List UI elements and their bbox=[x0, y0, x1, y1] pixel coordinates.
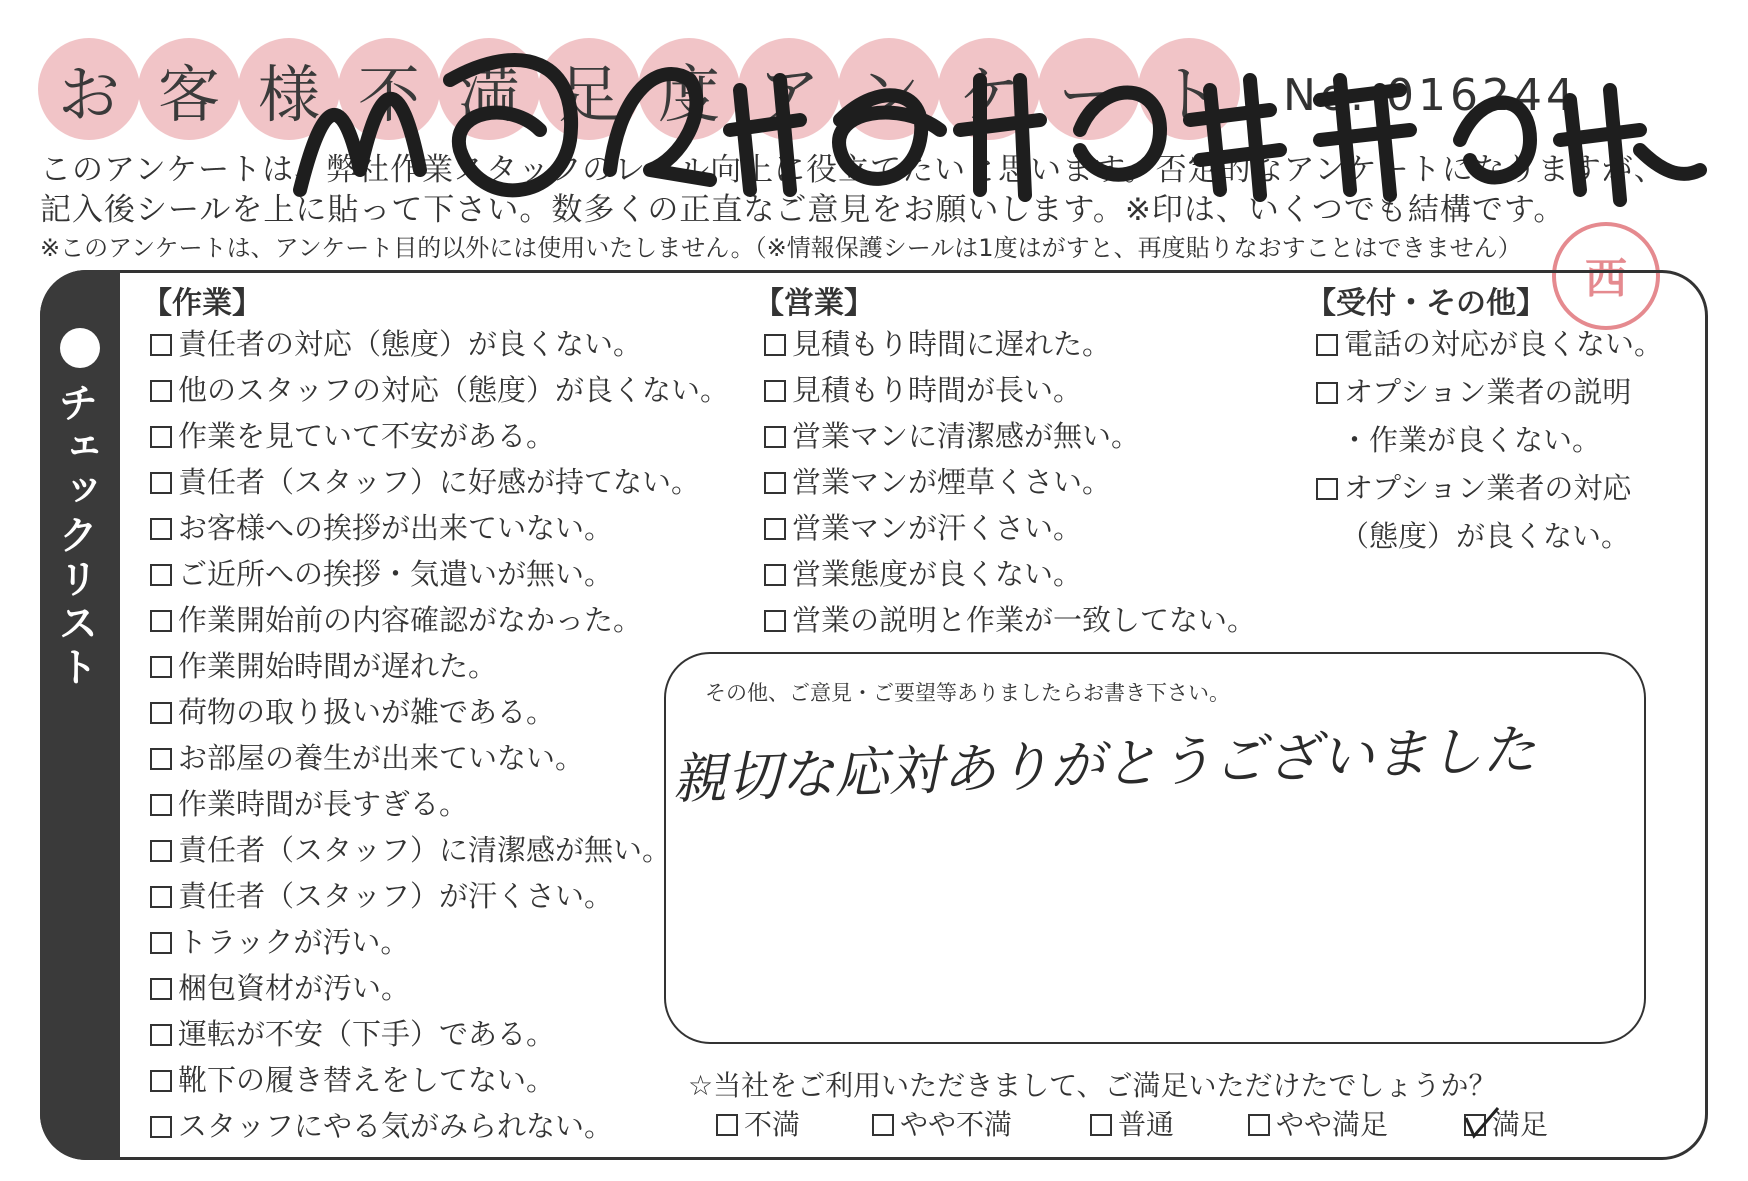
satisfaction-option[interactable] bbox=[716, 1103, 800, 1143]
checkbox-icon[interactable] bbox=[150, 978, 172, 1000]
checkbox-icon[interactable] bbox=[764, 472, 786, 494]
option-label: やや満足 bbox=[1276, 1108, 1389, 1141]
checkbox-icon[interactable] bbox=[150, 932, 172, 954]
checklist-item[interactable] bbox=[150, 690, 555, 731]
item-label: 作業開始時間が遅れた。 bbox=[178, 649, 498, 683]
checkbox-icon[interactable] bbox=[150, 610, 172, 632]
title-char: 不 bbox=[338, 38, 440, 140]
checklist-item[interactable] bbox=[150, 966, 410, 1007]
checklist-item[interactable] bbox=[150, 782, 468, 823]
item-label: お部屋の養生が出来ていない。 bbox=[178, 741, 585, 775]
checklist-item[interactable] bbox=[150, 644, 497, 685]
checkbox-icon[interactable] bbox=[150, 426, 172, 448]
checklist-item[interactable] bbox=[764, 506, 1082, 547]
item-label: 他のスタッフの対応（態度）が良くない。 bbox=[178, 373, 730, 407]
checklist-item[interactable] bbox=[764, 552, 1082, 593]
checked-checkbox-icon[interactable] bbox=[1464, 1114, 1486, 1136]
checklist-item[interactable] bbox=[150, 920, 409, 961]
item-label: 荷物の取り扱いが雑である。 bbox=[178, 695, 556, 729]
satisfaction-option[interactable] bbox=[1248, 1103, 1388, 1143]
satisfaction-question: ☆当社をご利用いただきまして、ご満足いただけたでしょうか？ bbox=[688, 1069, 1497, 1102]
item-label: 営業態度が良くない。 bbox=[792, 557, 1083, 591]
checklist-item[interactable] bbox=[150, 874, 613, 915]
option-label: やや不満 bbox=[900, 1108, 1013, 1141]
title-char: 満 bbox=[438, 38, 540, 140]
item-label: 営業の説明と作業が一致してない。 bbox=[792, 603, 1257, 637]
title-char: ア bbox=[738, 38, 840, 140]
checkbox-icon[interactable] bbox=[150, 794, 172, 816]
comment-prompt: その他、ご意見・ご要望等ありましたらお書き下さい。 bbox=[705, 681, 1230, 705]
handwritten-comment: 親切な応対ありがとうございました bbox=[671, 717, 1537, 812]
checkbox-icon[interactable] bbox=[150, 702, 172, 724]
item-label: 責任者の対応（態度）が良くない。 bbox=[178, 327, 643, 361]
checkbox-icon[interactable] bbox=[150, 748, 172, 770]
option-label: 普通 bbox=[1118, 1108, 1175, 1141]
reception-heading: 【受付・その他】 bbox=[1306, 286, 1546, 321]
sales-heading: 【営業】 bbox=[754, 286, 874, 321]
item-label: 営業マンに清潔感が無い。 bbox=[792, 419, 1141, 453]
checklist-item[interactable] bbox=[764, 322, 1111, 363]
checklist-item[interactable] bbox=[150, 506, 613, 547]
checklist-item[interactable] bbox=[150, 552, 613, 593]
item-label: 梱包資材が汚い。 bbox=[178, 971, 411, 1005]
item-label: 作業を見ていて不安がある。 bbox=[178, 419, 556, 453]
title-char: ン bbox=[838, 38, 940, 140]
work-heading: 【作業】 bbox=[142, 286, 262, 321]
item-label: オプション業者の説明 bbox=[1344, 375, 1632, 409]
checkbox-icon[interactable] bbox=[1248, 1114, 1270, 1136]
checkbox-icon[interactable] bbox=[764, 426, 786, 448]
checkbox-icon[interactable] bbox=[150, 886, 172, 908]
bullet-icon bbox=[60, 328, 100, 368]
title-char: 足 bbox=[538, 38, 640, 140]
checkbox-icon[interactable] bbox=[1090, 1114, 1112, 1136]
intro-line-2: 記入後シールを上に貼って下さい。数多くの正直なご意見をお願いします。※印は、いくつでも結構です。 bbox=[40, 192, 1566, 228]
checklist-item[interactable] bbox=[1316, 322, 1663, 363]
item-label-continued: （態度）が良くない。 bbox=[1340, 519, 1631, 553]
satisfaction-option[interactable] bbox=[872, 1103, 1012, 1143]
checkbox-icon[interactable] bbox=[150, 1116, 172, 1138]
item-label: 責任者（スタッフ）に好感が持てない。 bbox=[178, 465, 701, 499]
checkbox-icon[interactable] bbox=[150, 1070, 172, 1092]
title-char: 客 bbox=[138, 38, 240, 140]
item-label: トラックが汚い。 bbox=[178, 925, 410, 959]
checklist-item[interactable] bbox=[150, 460, 700, 501]
checkbox-icon[interactable] bbox=[1316, 334, 1338, 356]
checkbox-icon[interactable] bbox=[150, 380, 172, 402]
title-char: ト bbox=[1138, 38, 1240, 140]
seal-stamp: 西 bbox=[1552, 222, 1660, 330]
serial-number: No. 016244 bbox=[1283, 70, 1578, 121]
checklist-item[interactable] bbox=[150, 736, 584, 777]
checkbox-icon[interactable] bbox=[150, 334, 172, 356]
checkbox-icon[interactable] bbox=[764, 380, 786, 402]
checklist-item[interactable] bbox=[150, 1058, 555, 1099]
privacy-note: ※このアンケートは、アンケート目的以外には使用いたしません。（※情報保護シールは1度はがすと、再度貼りなおすことはできません） bbox=[40, 234, 1522, 262]
checkbox-icon[interactable] bbox=[716, 1114, 738, 1136]
item-label: 責任者（スタッフ）が汗くさい。 bbox=[178, 879, 614, 913]
checkbox-icon[interactable] bbox=[150, 1024, 172, 1046]
option-label: 満足 bbox=[1492, 1108, 1549, 1141]
checkbox-icon[interactable] bbox=[764, 334, 786, 356]
checklist-item[interactable] bbox=[764, 368, 1082, 409]
checklist-item[interactable] bbox=[150, 1104, 613, 1145]
checkbox-icon[interactable] bbox=[150, 564, 172, 586]
checklist-item[interactable] bbox=[764, 414, 1140, 455]
checklist-item[interactable] bbox=[1316, 370, 1631, 411]
item-label: 責任者（スタッフ）に清潔感が無い。 bbox=[178, 833, 672, 867]
checkbox-icon[interactable] bbox=[1316, 382, 1338, 404]
item-label: オプション業者の対応 bbox=[1344, 471, 1632, 505]
checklist-item[interactable] bbox=[150, 1012, 555, 1053]
checklist-item[interactable] bbox=[150, 414, 555, 455]
item-label: 見積もり時間に遅れた。 bbox=[792, 327, 1112, 361]
title-char: お bbox=[38, 38, 140, 140]
item-label: 営業マンが煙草くさい。 bbox=[792, 465, 1112, 499]
checkbox-icon[interactable] bbox=[150, 472, 172, 494]
title-char: ー bbox=[1038, 38, 1140, 140]
intro-line-1: このアンケートは、弊社作業スタッフのレベル向上に役立てたいと思います。否定的なアンケートになりますが、 bbox=[40, 152, 1666, 188]
checkbox-icon[interactable] bbox=[872, 1114, 894, 1136]
sidebar-label: チェックリスト bbox=[52, 382, 98, 690]
item-label: 見積もり時間が長い。 bbox=[792, 373, 1083, 407]
item-label: ご近所への挨拶・気遣いが無い。 bbox=[178, 557, 614, 591]
item-label: 作業開始前の内容確認がなかった。 bbox=[178, 603, 643, 637]
item-label: 運転が不安（下手）である。 bbox=[178, 1017, 556, 1051]
title-char: ケ bbox=[938, 38, 1040, 140]
checkbox-icon[interactable] bbox=[764, 610, 786, 632]
checklist-item[interactable] bbox=[764, 598, 1256, 639]
option-label: 不満 bbox=[744, 1108, 801, 1141]
checkbox-icon[interactable] bbox=[1316, 478, 1338, 500]
item-label: 靴下の履き替えをしてない。 bbox=[178, 1063, 556, 1097]
satisfaction-option[interactable] bbox=[1090, 1103, 1174, 1143]
checklist-item[interactable] bbox=[150, 828, 671, 869]
checklist-item[interactable] bbox=[764, 460, 1111, 501]
checklist-item[interactable] bbox=[150, 598, 642, 639]
item-label-continued: ・作業が良くない。 bbox=[1340, 423, 1602, 457]
checkbox-icon[interactable] bbox=[150, 840, 172, 862]
checkbox-icon[interactable] bbox=[764, 518, 786, 540]
item-label: スタッフにやる気がみられない。 bbox=[178, 1109, 614, 1143]
checklist-item[interactable] bbox=[1316, 466, 1631, 507]
checkbox-icon[interactable] bbox=[150, 656, 172, 678]
checkbox-icon[interactable] bbox=[764, 564, 786, 586]
satisfaction-option-selected[interactable] bbox=[1464, 1103, 1548, 1143]
checklist-item[interactable] bbox=[150, 322, 642, 363]
item-label: お客様への挨拶が出来ていない。 bbox=[178, 511, 614, 545]
title-char: 度 bbox=[638, 38, 740, 140]
item-label: 営業マンが汗くさい。 bbox=[792, 511, 1083, 545]
item-label: 電話の対応が良くない。 bbox=[1344, 327, 1664, 361]
checkbox-icon[interactable] bbox=[150, 518, 172, 540]
checklist-item[interactable] bbox=[150, 368, 729, 409]
item-label: 作業時間が長すぎる。 bbox=[178, 787, 469, 821]
title-char: 様 bbox=[238, 38, 340, 140]
